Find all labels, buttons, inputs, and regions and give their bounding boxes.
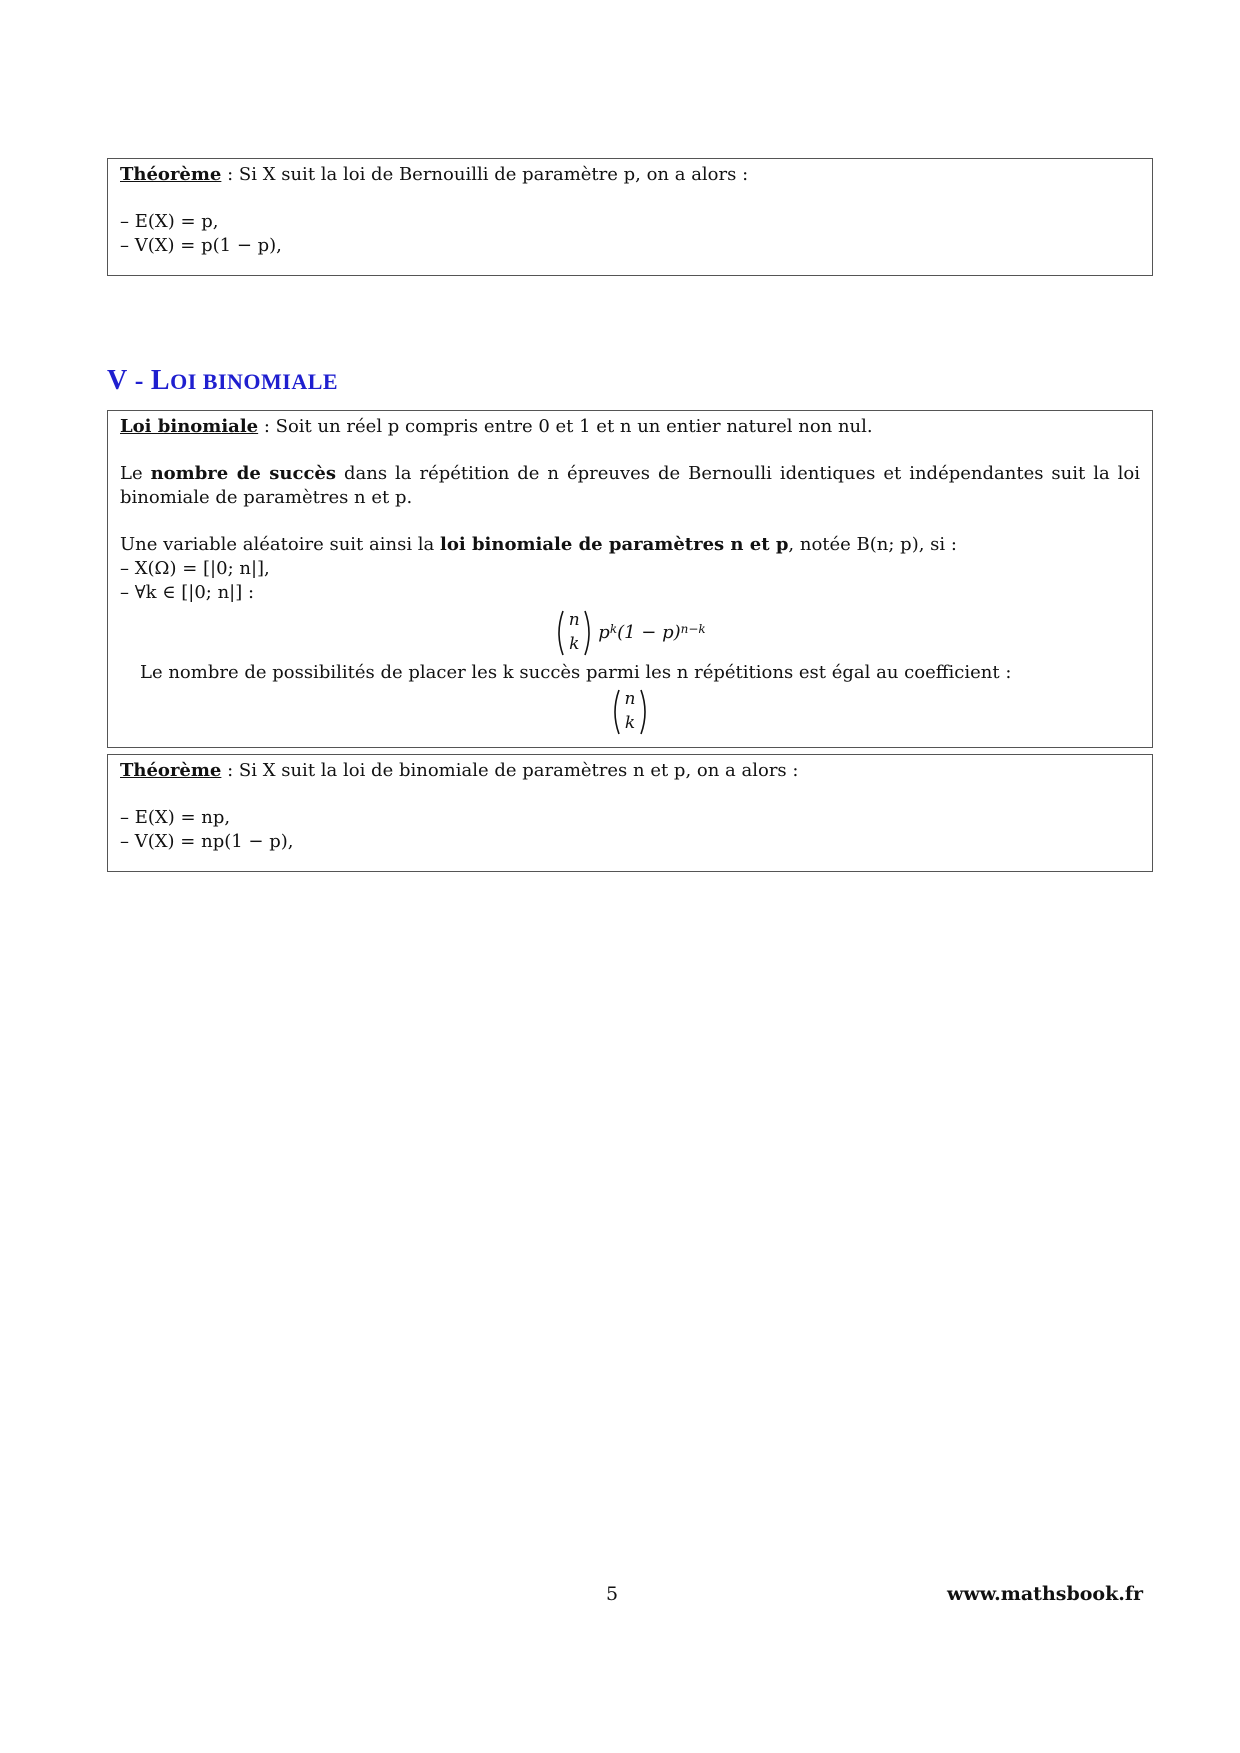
theorem-intro: : Si X suit la loi de binomiale de paramètres n et p, on a alors : bbox=[221, 760, 799, 781]
section-title bbox=[107, 364, 338, 399]
section-title-rest: OI BINOMIALE bbox=[170, 369, 339, 394]
para1-start: Le bbox=[120, 463, 151, 484]
theorem-binomial-statement bbox=[120, 759, 1140, 783]
theorem-bernoulli-statement bbox=[120, 163, 1140, 187]
formula-exp-k: k bbox=[609, 622, 618, 636]
footer-website: www.mathsbook.fr bbox=[947, 1583, 1144, 1605]
section-separator: - bbox=[127, 366, 151, 395]
definition-item-support: – X(Ω) = [|0; n|], bbox=[120, 558, 270, 579]
theorem-label: Théorème bbox=[120, 164, 222, 185]
binomial-coefficient bbox=[554, 608, 594, 658]
section-number: V bbox=[107, 365, 128, 396]
theorem-bernoulli-box bbox=[107, 158, 1153, 276]
theorem-intro: : Si X suit la loi de Bernouilli de paramètre p, on a alors : bbox=[221, 164, 749, 185]
binom-top: n bbox=[568, 610, 580, 630]
binom-bottom: k bbox=[569, 634, 580, 654]
definition-coefficient-text: Le nombre de possibilités de placer les k succès parmi les n répétitions est égal au coefficient : bbox=[140, 662, 1012, 683]
page-number: 5 bbox=[606, 1583, 619, 1605]
definition-binomial-box bbox=[107, 410, 1153, 748]
theorem-label: Théorème bbox=[120, 760, 222, 781]
binomial-coefficient-standalone bbox=[610, 687, 650, 737]
para2-bold: loi binomiale de paramètres n et p bbox=[440, 534, 789, 555]
theorem-item-expectation: – E(X) = np, bbox=[120, 807, 231, 828]
para2-start: Une variable aléatoire suit ainsi la bbox=[120, 534, 441, 555]
para1-rest: dans la répétition de n épreuves de Bernoulli identiques et indépendantes suit la loi binomiale de paramètres n et p. bbox=[120, 463, 1140, 508]
para2-rest: , notée B(n; p), si : bbox=[788, 534, 957, 555]
definition-paragraph-variable bbox=[120, 533, 1140, 557]
definition-item-forall: – ∀k ∈ [|0; n|] : bbox=[120, 582, 255, 603]
formula-base: p bbox=[598, 622, 610, 643]
formula-expression bbox=[598, 621, 705, 645]
binom-top: n bbox=[624, 689, 636, 709]
binom-bottom: k bbox=[624, 713, 636, 733]
theorem-item-expectation: – E(X) = p, bbox=[120, 211, 219, 232]
theorem-item-variance: – V(X) = p(1 − p), bbox=[120, 235, 282, 256]
para1-bold: nombre de succès bbox=[150, 463, 337, 484]
binomial-probability-formula bbox=[120, 605, 1140, 661]
section-title-initial: L bbox=[150, 365, 171, 396]
definition-intro: : Soit un réel p compris entre 0 et 1 et n un entier naturel non nul. bbox=[258, 416, 873, 437]
theorem-binomial-box bbox=[107, 754, 1153, 872]
formula-exp-nk: n−k bbox=[680, 622, 706, 636]
binomial-coefficient-formula bbox=[120, 685, 1140, 739]
theorem-item-variance: – V(X) = np(1 − p), bbox=[120, 831, 294, 852]
definition-statement bbox=[120, 415, 1140, 439]
formula-mid: (1 − p) bbox=[617, 622, 681, 643]
definition-label: Loi binomiale bbox=[120, 416, 259, 437]
definition-paragraph-success bbox=[120, 462, 1140, 510]
